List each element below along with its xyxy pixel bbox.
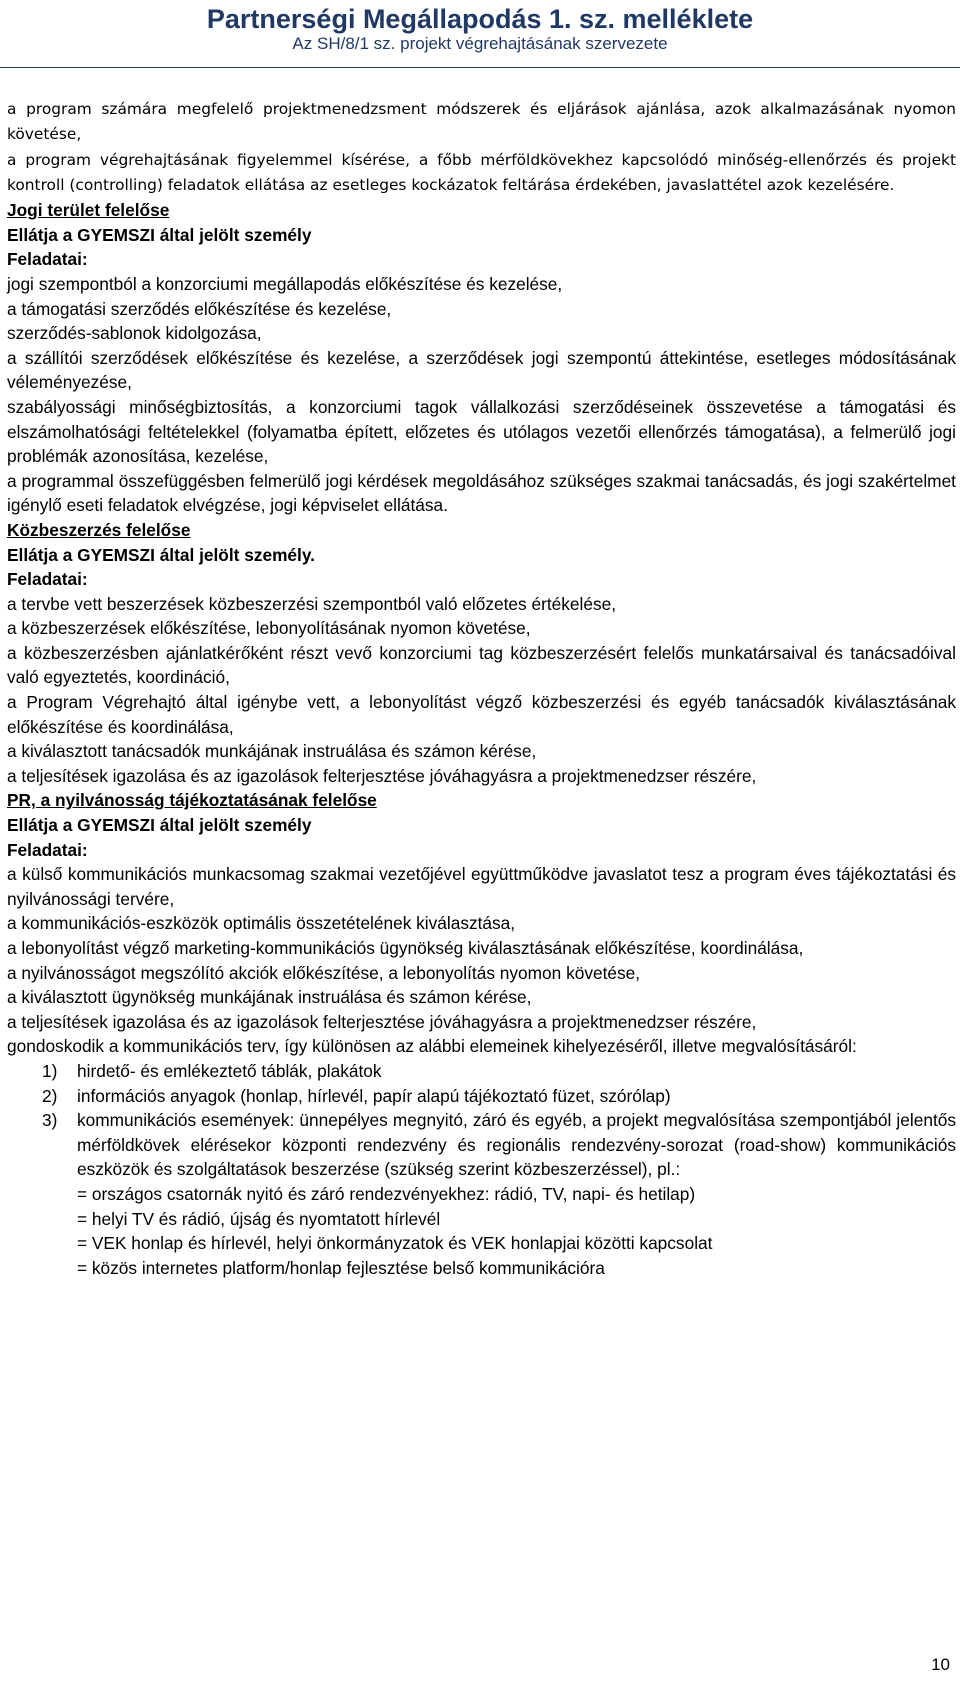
section-tasks-label: Feladatai: xyxy=(7,249,88,270)
task-item: gondoskodik a kommunikációs terv, így különösen az alábbi elemeinek kihelyezéséről, illetve megvalósításáról: xyxy=(7,1036,857,1057)
task-item: a kiválasztott tanácsadók munkájának instruálása és számon kérése, xyxy=(7,741,537,762)
document-subtitle: Az SH/8/1 sz. projekt végrehajtásának szervezete xyxy=(292,34,668,53)
task-item: a szállítói szerződések előkészítése és kezelése, a szerződések jogi szempontú áttekintése, esetleges módosításának véleményezése, xyxy=(7,347,956,393)
numbered-list-item xyxy=(7,1084,956,1109)
section-procurement xyxy=(7,518,956,789)
section-heading: Közbeszerzés felelőse xyxy=(7,519,191,540)
list-item-text: kommunikációs események: ünnepélyes megnyitó, záró és egyéb, a projekt megvalósítása szempontjából jelentős mérföldkövek elérésekor központi rendezvény és regionális rendezvény-sorozat (road-show) kommunikációs eszközök és szolgáltatások beszerzése (szükség szerint közbeszerzéssel), pl.: xyxy=(77,1110,956,1180)
section-heading: Jogi terület felelőse xyxy=(7,200,170,221)
numbered-list-item xyxy=(7,1108,956,1182)
task-item: a Program Végrehajtó által igénybe vett, a lebonyolítást végző közbeszerzési és egyéb tanácsadók kiválasztásának előkészítése és koordinálása, xyxy=(7,692,956,737)
list-item-text: hirdető- és emlékeztető táblák, plakátok xyxy=(77,1060,382,1081)
section-assignee: Ellátja a GYEMSZI által jelölt személy. xyxy=(7,544,315,565)
intro-block xyxy=(7,97,956,198)
header-divider xyxy=(0,67,960,68)
intro-item: a program számára megfelelő projektmenedzsment módszerek és eljárások ajánlása, azok alkalmazásának nyomon követése, xyxy=(7,100,956,144)
task-item: a közbeszerzések előkészítése, lebonyolításának nyomon követése, xyxy=(7,618,531,639)
section-assignee: Ellátja a GYEMSZI által jelölt személy xyxy=(7,815,312,836)
sub-list-item: = VEK honlap és hírlevél, helyi önkormányzatok és VEK honlapjai közötti kapcsolat xyxy=(77,1233,713,1254)
task-item: a kommunikációs-eszközök optimális összetételének kiválasztása, xyxy=(7,913,516,934)
list-item-text: információs anyagok (honlap, hírlevél, papír alapú tájékoztató füzet, szórólap) xyxy=(77,1085,671,1106)
list-marker: 3) xyxy=(42,1110,58,1131)
section-pr xyxy=(7,788,956,1280)
page-header xyxy=(0,4,960,54)
intro-item: a program végrehajtásának figyelemmel kísérése, a főbb mérföldkövekhez kapcsolódó minőség-ellenőrzés és projekt kontroll (controlling) feladatok ellátása az esetleges kockázatok feltárása érdekében, javaslattétel azok kezelésére. xyxy=(7,150,956,194)
task-item: szerződés-sablonok kidolgozása, xyxy=(7,323,262,344)
task-item: a közbeszerzésben ajánlatkérőként részt vevő konzorciumi tag közbeszerzésért felelős munkatársaival és tanácsadóival való egyeztetés, koordináció, xyxy=(7,642,956,688)
section-tasks-label: Feladatai: xyxy=(7,569,88,590)
document-title: Partnerségi Megállapodás 1. sz. melléklete xyxy=(206,4,754,34)
sub-list-item: = országos csatornák nyitó és záró rendezvényekhez: rádió, TV, napi- és hetilap) xyxy=(77,1183,696,1204)
numbered-list xyxy=(7,1059,956,1182)
sub-list-item: = közös internetes platform/honlap fejlesztése belső kommunikációra xyxy=(77,1257,605,1278)
section-heading: PR, a nyilvánosság tájékoztatásának felelőse xyxy=(7,790,377,811)
numbered-list-item xyxy=(7,1059,956,1084)
task-item: a külső kommunikációs munkacsomag szakmai vezetőjével együttműködve javaslatot tesz a program éves tájékoztatási és nyilvánossági tervére, xyxy=(7,864,956,909)
page-number: 10 xyxy=(931,1655,950,1674)
task-item: a nyilvánosságot megszólító akciók előkészítése, a lebonyolítás nyomon követése, xyxy=(7,962,641,983)
task-item: a támogatási szerződés előkészítése és kezelése, xyxy=(7,298,392,319)
list-marker: 2) xyxy=(42,1085,58,1106)
task-item: a programmal összefüggésben felmerülő jogi kérdések megoldásához szükséges szakmai tanácsadás, és jogi szakértelmet igénylő eseti feladatok elvégzése, jogi képviselet ellátása. xyxy=(7,470,956,516)
task-item: a teljesítések igazolása és az igazolások felterjesztése jóváhagyásra a projektmenedzser részére, xyxy=(7,765,757,786)
task-item: a lebonyolítást végző marketing-kommunikációs ügynökség kiválasztásának előkészítése, koordinálása, xyxy=(7,938,804,958)
task-item: a teljesítések igazolása és az igazolások felterjesztése jóváhagyásra a projektmenedzser részére, xyxy=(7,1011,757,1032)
task-item: szabályossági minőségbiztosítás, a konzorciumi tagok vállalkozási szerződéseinek összevetése a támogatási és elszámolhatósági feltételekkel (folyamatba épített, előzetes és utólagos vezetői ellenőrzés támogatása), a felmerülő jogi problémák azonosítása, kezelése, xyxy=(7,396,956,467)
sub-list-item: = helyi TV és rádió, újság és nyomtatott hírlevél xyxy=(77,1208,441,1229)
section-legal xyxy=(7,198,956,518)
task-item: a tervbe vett beszerzések közbeszerzési szempontból való előzetes értékelése, xyxy=(7,593,616,614)
task-item: a kiválasztott ügynökség munkájának instruálása és számon kérése, xyxy=(7,987,532,1008)
list-marker: 1) xyxy=(42,1060,58,1081)
section-assignee: Ellátja a GYEMSZI által jelölt személy xyxy=(7,224,312,245)
task-item: jogi szempontból a konzorciumi megállapodás előkészítése és kezelése, xyxy=(7,273,563,294)
document-body xyxy=(7,97,956,1280)
section-tasks-label: Feladatai: xyxy=(7,839,88,860)
